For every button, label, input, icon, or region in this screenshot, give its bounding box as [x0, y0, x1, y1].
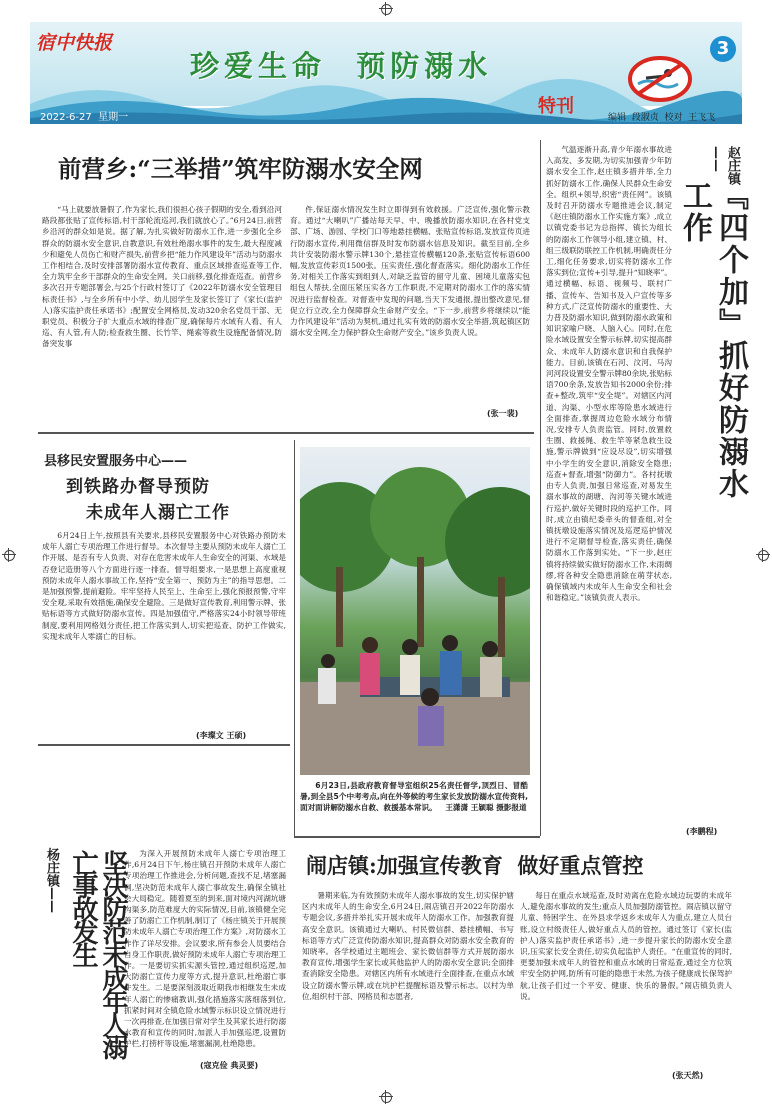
- zhaozhuang-town: 赵庄镇——: [708, 146, 740, 185]
- registration-mark-top: [379, 2, 393, 16]
- zhaozhuang-author: (李鹏程): [686, 827, 718, 836]
- masthead-slogan: 珍爱生命 预防溺水: [190, 49, 493, 83]
- naodian-column-1: 暑期来临,为有效预防未成年人溺水事故的发生,切实保护辖区内未成年人的生命安全,6月24日,闹店镇召开2022年防溺水专题会议,多措并举扎实开展未成年人防溺水工作。加强教育提高安全意识。该镇通过大喇叭、村民微信群、悬挂横幅、书写标语等方式广泛宣传防溺水知识,提高群众对防溺水安全教育的知晓率。各学校通过主题班会、家长微信群等方式开展防溺水教育宣传,增强学生家长或其他监护人的防溺水安全意识;全面排查消除安全隐患。对辖区内所有水域进行全面排查,在重点水域设立防溺水警示牌,或在坑护栏提醒标语及警示标志。以村为单位,组织村干部、网格员和志愿者,: [302, 891, 514, 1001]
- divider-h2: [38, 744, 290, 746]
- issue-date: [40, 108, 128, 123]
- qianying-column-2: 件,保证溺水情况发生时立即得到有效救援。广泛宣传,强化警示教育。通过“大喇叭”广播站每天早、中、晚播放防溺水知识,在各村党支部、广场、游园、学校门口等地悬挂横幅、张贴宣传标语,发放宣传页进行防溺水宣传,利用微信群及时发布防溺水信息及知识。截至目前,全乡共计安装防溺水警示牌130个,悬挂宣传横幅120条,张贴宣传标语600幅,发放宣传彩页1500张。压实责任,强化督查落实。细化防溺水工作任务,对相关工作落实到组到人,对缺乏监管的留守儿童、困境儿童落实包组包人帮扶,全面压紧压实各方工作职责,不定期对防溺水工作的落实情况进行监督检查。对督查中发现的问题,当天下发通报,提出整改意见,督促立行立改,全力保障群众生命财产安全。“下一步,前营乡将继续以“能力作风建设年”活动为契机,通过扎实有效的防溺水安全举措,筑起镇区防溺水安全网,全力保护群众生命财产安全。”该乡负责人说。: [290, 205, 530, 338]
- news-photo: [300, 447, 530, 775]
- immigration-kicker: 县移民安置服务中心——: [44, 454, 188, 469]
- naodian-column-2: 每日在重点水域巡查,及时劝离在危险水域边玩耍的未成年人,避免溺水事故的发生;重点人员加强防溺管控。闹店镇以留守儿童、特困学生、在外县求学返乡未成年人为重点,建立人员台账,设立村级责任人,做好重点人员的管控。通过签订《家长(监护人)落实监护责任承诺书》,进一步提升家长的防溺水安全意识,压实家长安全责任,切实负起监护人责任。“在重宣传的同时,更要加强未成年人的管控和重点水域的日常巡查,通过全方位筑牢安全防护网,防所有可能的隐患于未然,为孩子健康成长保驾护航,让孩子们过一个平安、健康、快乐的暑假。”闹店镇负责人说。: [520, 891, 732, 1001]
- qianying-author: (张一裴): [484, 408, 518, 419]
- date: 2022-6-27: [40, 112, 92, 123]
- photo-illustration: [300, 447, 530, 775]
- photo-caption: [300, 780, 528, 814]
- naodian-headline: 闹店镇:加强宣传教育 做好重点管控: [306, 853, 644, 878]
- immigration-body: 6月24日上午,按照县有关要求,县移民安置服务中心对铁路办预防未成年人溺亡专项治理工作进行督导。本次督导主要从预防未成年人溺亡工作开展、是否有专人负责、对存在危害未成年人生命安全的河渠、水域是否登记造册等八个方面进行逐一排查。督导组要求,一是思想上高度重视预防未成年人溺水事故工作,坚持“安全第一、预防为主”的指导思想。二是加强预警,提前避险。牢牢坚持人民至上、生命至上,强化预报预警,守牢安全观,采取有效措施,确保安全避险。三是做好宣传教育,利用警示牌、张贴标语等方式做好防溺水宣传。四是加强值守,严格落实24小时领导带班制度,要利用网格划分责任,把工作落实到人,切实把巡查、防护工作做实,实现未成年人零溺亡的目标。: [42, 531, 286, 641]
- yangzhuang-title: 坚决防范未成年人溺亡事故发生: [68, 850, 128, 1057]
- divider-h3: [294, 836, 540, 838]
- yangzhuang-author: (寇克俭 典灵要): [200, 1061, 259, 1070]
- page-number-badge: [710, 36, 736, 62]
- divider-v-right: [540, 140, 541, 836]
- zhaozhuang-body: 气温逐渐升高,青少年溺水事故进入高发、多发期,为切实加强青少年防溺水安全工作,赵庄镇多措并举,全力抓好防溺水工作,确保人民群众生命安全。组织+领导,织密“责任网”。该镇及时召开防溺水专题推进会议,制定《赵庄镇防溺水工作实施方案》,成立以镇党委书记为总指挥、镇长为组长的防溺水工作领导小组,建立镇、村、组三级联防联控工作机制,明确责任分工,细化任务要求,切实将防溺水工作落实到位;宣传+引导,提升“知晓率”。通过横幅、标语、视频号、联村广播、宣传车、告知书及入户宣传等多种方式,广泛宣传防溺水的重要性、大力普及防溺水知识,做到防溺水政策和知识家喻户晓、人脑入心。同时,在危险水域设置安全警示标牌,切实提高群众、未成年人防溺水意识和自我保护能力。目前,该镇在石河、汶河、马沟河河段设置安全警示牌80余块,张贴标语700余条,发放告知书2000余份;排查+整改,筑牢“安全堤”。对辖区内河道、沟渠、小型水库等险患水域进行全面排查,掌握周边危险水域分布情况,安排专人负责监管。同时,放置救生圈、救援绳、救生竿等紧急救生设施,警示牌做到“应设尽设”,切实增强中小学生的安全意识,消除安全隐患;巡查+督查,增强“防御力”。各村抚墩由专人负责,加强日常巡查,对易发生溺水事故的湖塘、沟河等关键水域进行巡护,做好关键时段的巡护工作。同时,成立由镇纪委牵头的督查组,对全镇抚墩设施落实情况及巡逻巡护情况进行不定期督导检查,落实责任,确保防溺水工作落到实处。“下一步,赵庄镇将持续做实做好防溺水工作,未雨绸缪,将各种安全隐患消除在萌芽状态,确保镇域内未成年人生命安全和社会和谐稳定。”该镇负责人表示。: [546, 145, 672, 603]
- qianying-headline: 前营乡:“三举措”筑牢防溺水安全网: [58, 155, 423, 183]
- masthead: [30, 22, 742, 128]
- page-number: 3: [716, 38, 730, 59]
- yangzhuang-body: 为深入开展预防未成年人溺亡专项治理工作,6月24日下午,杨庄镇召开预防未成年人溺亡专项治理工作推进会,分析问题,查找不足,堵塞漏洞,坚决防范未成年人溺亡事故发生,确保全镇社会大局稳定。随着夏至的到来,面对境内河湖坑塘沟渠多,防范难度大的实际情况,目前,该镇健全完善了防溺亡工作机制,制订了《杨庄镇关于开展预防未成年人溺亡专项治理工作方案》,对防溺水工作作了详尽安排。会议要求,所有参会人员要结合自身工作职责,做好预防未成年人溺亡专项治理工作。一是要切实抓实源头管控,通过组织巡逻,加大防溺亡宣传力度等方式,提升意识,杜绝溺亡事件发生。二是要深刻汲取近期我市相继发生未成年人溺亡的惨痛教训,强化措施落实落细落到位,抓紧时间对全镇危险水域警示标识设立情况进行一次再排查,在加强日常对学生及其家长进行防溺水教育和宣传的同时,加派人手加强巡逻,设置防护栏,打捞杆等设施,堵塞漏洞,杜绝隐患。: [124, 849, 286, 1049]
- registration-mark-right: [756, 548, 770, 562]
- registration-mark-bottom: [379, 1090, 393, 1104]
- no-swimming-icon: [628, 56, 692, 102]
- naodian-author: (张天然): [672, 1071, 704, 1080]
- divider-h1: [38, 432, 534, 434]
- zhaozhuang-title: 『四个加』抓好防溺水工作: [677, 180, 748, 500]
- immigration-title-line2: 未成年人溺亡工作: [86, 503, 230, 523]
- immigration-title-line1: 到铁路办督导预防: [66, 477, 210, 497]
- editors-line: 编辑 段淑贞 校对 王飞飞: [608, 113, 716, 123]
- special-edition-label: 特刊: [538, 96, 574, 117]
- photo-credit: 王潇潇 王颖聪 摄影报道: [445, 803, 527, 813]
- photo-caption-text: 6月23日,县政府教育督导室组织25名责任督学,顶烈日、冒酷暑,到全县5个中考考点,向在外等候的考生家长发放防溺水宣传资料,面对面讲解防溺水自救、救援基本常识。: [300, 781, 528, 813]
- yangzhuang-town: 杨庄镇——: [44, 848, 59, 913]
- paper-name: 宿中快报: [36, 32, 113, 54]
- divider-v-photo: [294, 440, 295, 836]
- immigration-author: (李璨文 王硕): [196, 731, 247, 740]
- qianying-column-1: “马上就要放暑假了,作为家长,我们很担心孩子假期的安全,看到沿河路段都张贴了宣传标语,村干部轮流巡河,我们就放心了。”6月24日,前营乡沿河的群众如是说。据了解,为扎实做好防溺水工作,进一步强化全乡群众的防溺水安全意识,自教意识,有效杜绝溺水事件的发生,最大程度减少和避免人员伤亡和财产损失,前营乡把“能力作风建设年”活动与防溺水工作相结合,及时安排部署防溺水宣传教育、重点区域排查巡查等工作,全力筑牢全乡干部群众的生命安全网。关口前移,强化排查巡查。前营乡多次召开专题部署会,与25个行政村签订了《2022年防溺水安全管理目标责任书》,与全乡所有中小学、幼儿园学生及家长签订了《家长(监护人)落实监护责任承诺书》;配置安全网格员,发动320余名党员干部、无职党员、积极分子扩大重点水域的排查广度,确保每片水域有人看、有人巡、有人管,有人防;检查救生圈、长竹竿、绳索等救生设施配备情况,防备突发事: [42, 205, 282, 349]
- registration-mark-left: [2, 548, 16, 562]
- weekday: 星期一: [98, 112, 129, 123]
